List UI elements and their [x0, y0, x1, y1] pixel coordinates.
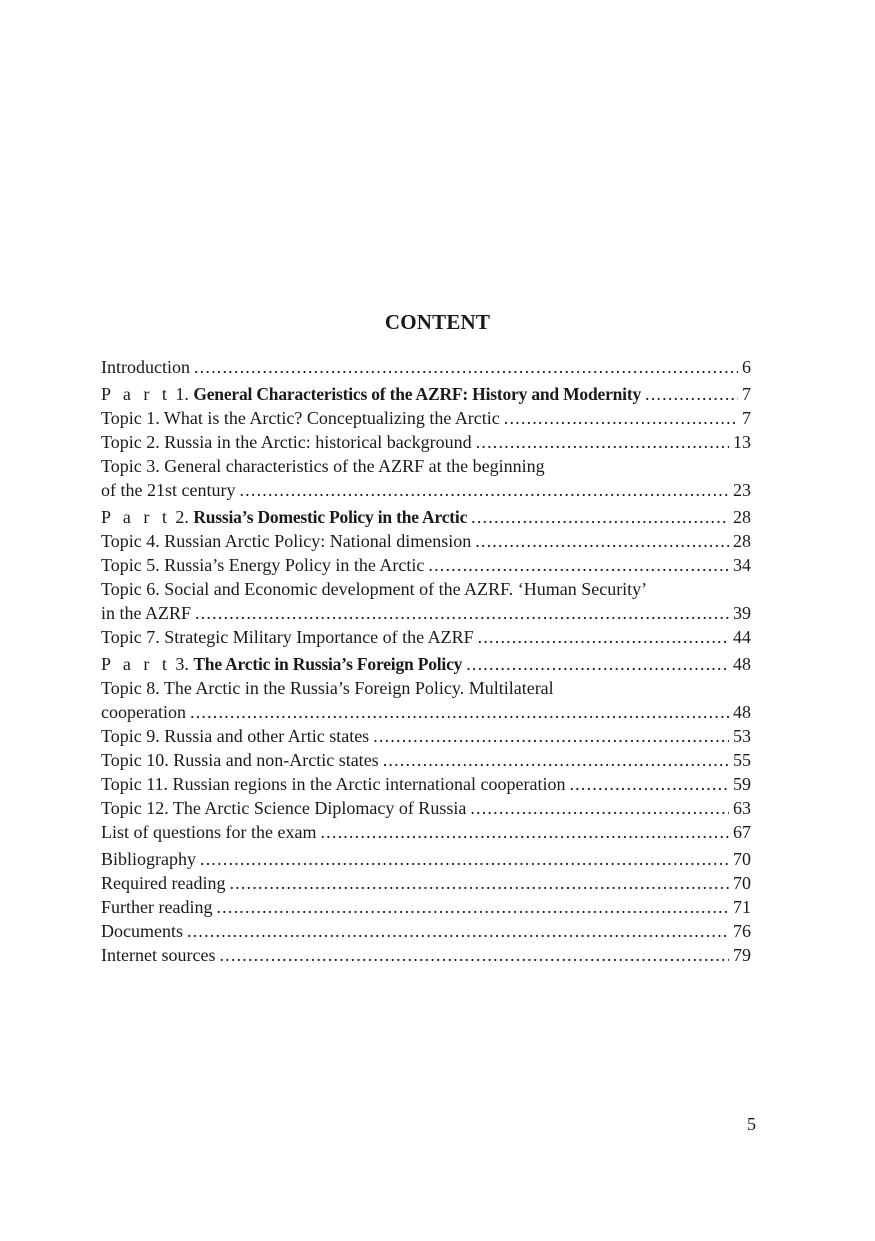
dot-leader [190, 700, 729, 724]
toc-page-number: 48 [733, 654, 751, 674]
toc-entry-text: Topic 3. General characteristics of the AZRF at the beginning [101, 456, 545, 476]
toc-entry-text: Topic 9. Russia and other Artic states [101, 726, 370, 746]
toc-page-number: 59 [733, 774, 751, 794]
dot-leader [216, 895, 729, 919]
dot-leader [478, 625, 729, 649]
dot-leader [475, 529, 729, 553]
toc-entry-topic-7[interactable] [101, 625, 751, 649]
part-number: 1. [175, 384, 189, 404]
page-title: CONTENT [384, 310, 491, 334]
dot-leader [219, 943, 729, 967]
dot-leader [645, 382, 738, 406]
toc-entry-text: Topic 4. Russian Arctic Policy: National dimension [101, 531, 472, 551]
toc-entry-documents[interactable] [101, 919, 751, 943]
dot-leader [428, 553, 729, 577]
part-number: 3. [175, 654, 189, 674]
dot-leader [383, 748, 729, 772]
dot-leader [373, 724, 729, 748]
toc-page-number: 79 [733, 945, 751, 965]
dot-leader [476, 430, 729, 454]
toc-entry-text: Internet sources [101, 945, 216, 965]
page-footer-number: 5 [747, 1114, 756, 1134]
toc-entry-part-2[interactable] [101, 505, 751, 529]
toc-entry-topic-6[interactable] [101, 577, 751, 625]
toc-entry-text: Topic 5. Russia’s Energy Policy in the Arctic [101, 555, 425, 575]
toc-entry-text: Further reading [101, 897, 213, 917]
toc-entry-text: Topic 8. The Arctic in the Russia’s Foreign Policy. Multilateral [101, 678, 554, 698]
dot-leader [194, 355, 738, 379]
toc-page-number: 70 [733, 873, 751, 893]
toc-entry-text: Introduction [101, 357, 190, 377]
toc-entry-text: Topic 10. Russia and non-Arctic states [101, 750, 379, 770]
toc-entry-text: List of questions for the exam [101, 822, 317, 842]
part-number: 2. [175, 507, 189, 527]
toc-page-number: 7 [742, 384, 751, 404]
toc-page-number: 28 [733, 507, 751, 527]
toc-page-number: 48 [733, 702, 751, 722]
toc-entry-topic-9[interactable] [101, 724, 751, 748]
toc-entry-topic-2[interactable] [101, 430, 751, 454]
toc-entry-further-reading[interactable] [101, 895, 751, 919]
dot-leader [569, 772, 729, 796]
dot-leader [229, 871, 729, 895]
toc-page-number: 39 [733, 603, 751, 623]
toc-page-number: 70 [733, 849, 751, 869]
dot-leader [239, 478, 729, 502]
toc-entry-internet-sources[interactable] [101, 943, 751, 967]
toc-entry-text: Topic 11. Russian regions in the Arctic international cooperation [101, 774, 566, 794]
toc-entry-text: Required reading [101, 873, 226, 893]
toc-page-number: 7 [742, 408, 751, 428]
toc-entry-text: Bibliography [101, 849, 196, 869]
toc-page-number: 6 [742, 357, 751, 377]
toc-entry-text: Topic 2. Russia in the Arctic: historical background [101, 432, 472, 452]
toc-page-number: 13 [733, 432, 751, 452]
toc-entry-text: Topic 6. Social and Economic development of the AZRF. ‘Human Security’ [101, 579, 648, 599]
dot-leader [466, 652, 729, 676]
toc-page-number: 28 [733, 531, 751, 551]
part-label: P a r t [101, 507, 171, 527]
part-label: P a r t [101, 384, 171, 404]
table-of-contents [101, 355, 751, 967]
toc-page-number: 63 [733, 798, 751, 818]
toc-entry-topic-3[interactable] [101, 454, 751, 502]
part-label: P a r t [101, 654, 171, 674]
toc-page-number: 55 [733, 750, 751, 770]
toc-entry-topic-10[interactable] [101, 748, 751, 772]
dot-leader [200, 847, 729, 871]
toc-entry-part-3[interactable] [101, 652, 751, 676]
dot-leader [470, 796, 729, 820]
toc-entry-text: Topic 7. Strategic Military Importance of the AZRF [101, 627, 474, 647]
toc-entry-part-1[interactable] [101, 382, 751, 406]
toc-page-number: 71 [733, 897, 751, 917]
dot-leader [471, 505, 729, 529]
toc-page-number: 76 [733, 921, 751, 941]
part-title: The Arctic in Russia’s Foreign Policy [193, 654, 463, 674]
toc-entry-exam-questions[interactable] [101, 820, 751, 844]
toc-entry-topic-1[interactable] [101, 406, 751, 430]
toc-entry-topic-4[interactable] [101, 529, 751, 553]
toc-entry-topic-12[interactable] [101, 796, 751, 820]
toc-entry-text: Documents [101, 921, 183, 941]
toc-page-number: 44 [733, 627, 751, 647]
toc-page-number: 53 [733, 726, 751, 746]
toc-page-number: 23 [733, 480, 751, 500]
toc-entry-introduction[interactable] [101, 355, 751, 379]
part-title: General Characteristics of the AZRF: History and Modernity [193, 384, 642, 404]
toc-entry-topic-8[interactable] [101, 676, 751, 724]
dot-leader [320, 820, 729, 844]
dot-leader [187, 919, 729, 943]
toc-entry-text-continued: in the AZRF [101, 603, 192, 623]
dot-leader [504, 406, 738, 430]
toc-entry-text-continued: cooperation [101, 702, 186, 722]
toc-entry-text: Topic 12. The Arctic Science Diplomacy of Russia [101, 798, 467, 818]
toc-entry-bibliography[interactable] [101, 847, 751, 871]
toc-page-number: 34 [733, 555, 751, 575]
toc-entry-topic-11[interactable] [101, 772, 751, 796]
toc-entry-text-continued: of the 21st century [101, 480, 236, 500]
dot-leader [195, 601, 729, 625]
toc-entry-topic-5[interactable] [101, 553, 751, 577]
part-title: Russia’s Domestic Policy in the Arctic [193, 507, 468, 527]
toc-page-number: 67 [733, 822, 751, 842]
toc-entry-required-reading[interactable] [101, 871, 751, 895]
toc-entry-text: Topic 1. What is the Arctic? Conceptualizing the Arctic [101, 408, 500, 428]
